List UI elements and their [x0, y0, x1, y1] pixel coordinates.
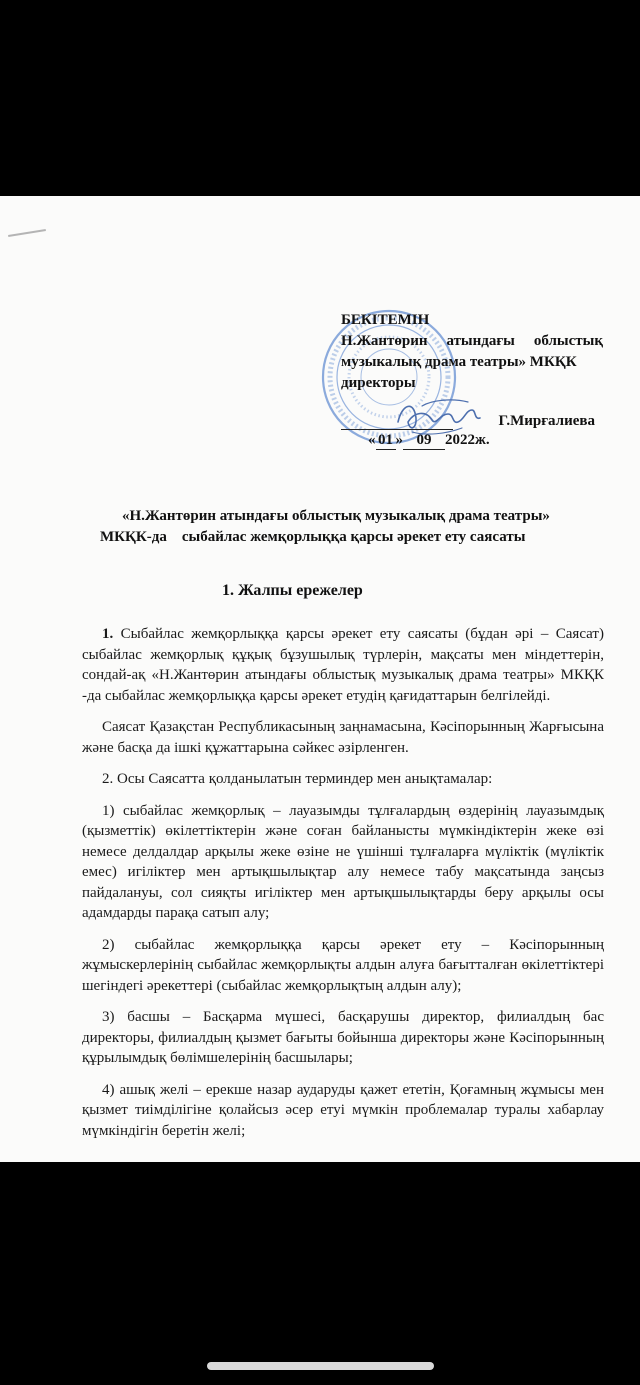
scan-mark: [8, 229, 46, 237]
date-year: 2022ж.: [445, 432, 490, 448]
date-month: 09: [403, 432, 445, 450]
approval-line-1-part-a: Н.Жантөрин: [341, 333, 428, 349]
paragraph-6: 3) басшы – Басқарма мүшесі, басқарушы директор, филиалдың бас директоры, филиалдың қызмет бағыты бойынша директоры және Кәсіпорынның құрылымдық бөлімшелерінің басшылары;: [82, 1009, 604, 1066]
paragraph-1-text: Сыбайлас жемқорлыққа қарсы әрекет ету саясаты (бұдан әрі – Саясат) сыбайлас жемқорлық құқық бұзушылық түрлерін, мақсаты мен міндеттерін, сондай-ақ «Н.Жантөрин атындағы облыстық музыкалық драма театры» МКҚК -да сыбайлас жемқорлыққа қарсы әрекет етудің қағидаттарын белгілейді.: [82, 626, 604, 704]
date-day: 01: [376, 432, 396, 450]
approval-date: « 01 » 09 2022ж.: [368, 432, 490, 448]
paragraph-5: 2) сыбайлас жемқорлыққа қарсы әрекет ету – Кәсіпорынның жұмыскерлерінің сыбайлас жемқорлықты алдын алуға бағытталған өкілеттіктері шегіндегі әрекеттері (сыбайлас жемқорлықтың алдын алу);: [82, 936, 604, 994]
document-title-line-1: «Н.Жантөрин атындағы облыстық музыкалық драма театры»: [122, 508, 550, 524]
approval-line-1-part-b: атындағы: [446, 333, 515, 349]
approval-block: [341, 310, 603, 394]
signer-name: Г.Мирғалиева: [498, 413, 595, 429]
approval-line-2: музыкалық драма театры» МКҚК: [341, 354, 577, 370]
home-indicator[interactable]: [207, 1362, 434, 1370]
approval-heading: БЕКІТЕМІН: [341, 312, 430, 328]
paragraph-7: 4) ашық желі – ерекше назар аударуды қажет ететін, Қоғамның жұмысы мен қызмет тиімділігіне қолайсыз әсер етуі мүмкін проблемалар туралы хабарлау мүмкіндігін беретін желі;: [82, 1081, 604, 1139]
document-page: [0, 196, 640, 1162]
paragraph-1: [82, 624, 604, 706]
document-body: [82, 624, 604, 1152]
approval-line-1: [341, 331, 603, 352]
document-title: [100, 506, 570, 548]
paragraph-4: 1) сыбайлас жемқорлық – лауазымды тұлғалардың өздерінің лауазымдық (қызметтік) өкілеттіктерін және соған байланысты мүмкіндіктерін жеке өзі немесе делдалдар арқылы жеке өзіне не үшінші тұлғаларға мүліктік (мүліктік емес) игіліктер мен артықшылықтар алу немесе табу мақсатында заңсыз пайдалануы, сол сияқты игіліктер мен артықшылықтарды беру арқылы осы адамдарды парақа сатып алу;: [82, 802, 604, 921]
approval-line-3: директоры: [341, 375, 416, 391]
approval-line-1-part-c: облыстық: [533, 333, 603, 349]
paragraph-2: Саясат Қазақстан Республикасының заңнамасына, Кәсіпорынның Жарғысына және басқа да ішкі құжаттарына сәйкес әзірленген.: [82, 719, 604, 756]
document-title-line-2: МКҚК-да сыбайлас жемқорлыққа қарсы әрекет ету саясаты: [100, 529, 526, 545]
section-title: 1. Жалпы ережелер: [222, 582, 363, 599]
paragraph-3: 2. Осы Саясатта қолданылатын терминдер мен анықтамалар:: [102, 771, 493, 787]
paragraph-1-number: 1.: [102, 626, 114, 642]
